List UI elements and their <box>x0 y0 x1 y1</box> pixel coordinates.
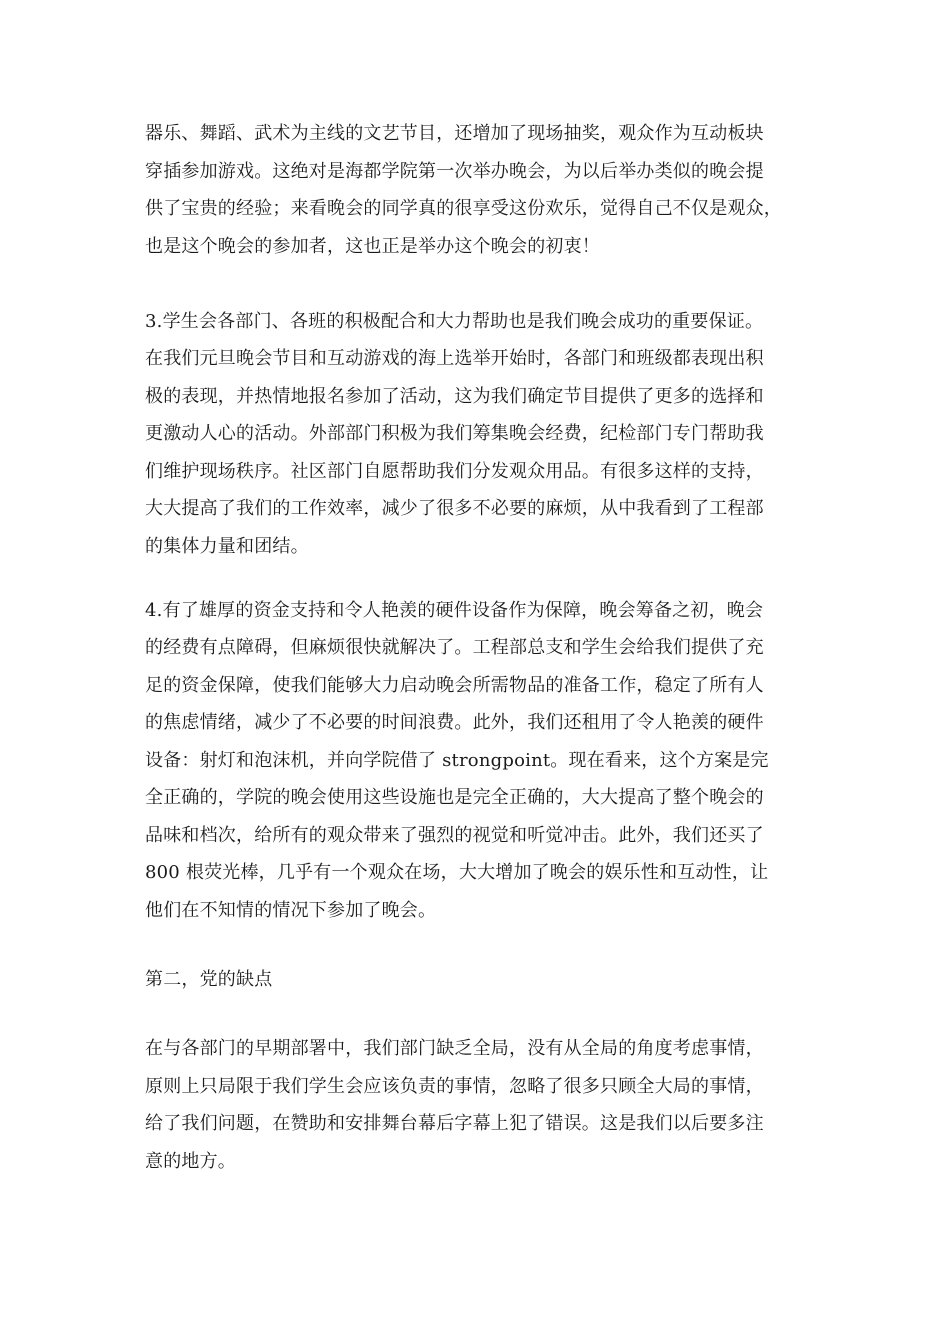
paragraph-3-line-1: 4.有了雄厚的资金支持和令人艳羡的硬件设备作为保障，晚会筹备之初，晚会 <box>145 600 764 621</box>
section-heading: 第二，党的缺点 <box>145 969 273 990</box>
paragraph-3-line-7: 品味和档次，给所有的观众带来了强烈的视觉和听觉冲击。此外，我们还买了 <box>145 825 764 846</box>
paragraph-3-line-4: 的焦虑情绪，减少了不必要的时间浪费。此外，我们还租用了令人艳羡的硬件 <box>145 712 764 733</box>
paragraph-3-line-5: 设备：射灯和泡沫机，并向学院借了 strongpoint。现在看来，这个方案是完 <box>145 750 769 771</box>
paragraph-2-line-1: 3.学生会各部门、各班的积极配合和大力帮助也是我们晚会成功的重要保证。 <box>145 311 764 332</box>
paragraph-1-line-3: 供了宝贵的经验；来看晚会的同学真的很享受这份欢乐，觉得自己不仅是观众， <box>145 198 782 219</box>
paragraph-3-line-2: 的经费有点障碍，但麻烦很快就解决了。工程部总支和学生会给我们提供了充 <box>145 637 764 658</box>
paragraph-5-line-1: 在与各部门的早期部署中，我们部门缺乏全局，没有从全局的角度考虑事情， <box>145 1038 764 1059</box>
paragraph-2-line-3: 极的表现，并热情地报名参加了活动，这为我们确定节目提供了更多的选择和 <box>145 386 764 407</box>
paragraph-5-line-3: 给了我们问题，在赞助和安排舞台幕后字幕上犯了错误。这是我们以后要多注 <box>145 1113 764 1134</box>
paragraph-2-line-6: 大大提高了我们的工作效率，减少了很多不必要的麻烦，从中我看到了工程部 <box>145 498 764 519</box>
paragraph-1-line-2: 穿插参加游戏。这绝对是海都学院第一次举办晚会，为以后举办类似的晚会提 <box>145 161 764 182</box>
paragraph-2-line-4: 更激动人心的活动。外部部门积极为我们筹集晚会经费，纪检部门专门帮助我 <box>145 423 764 444</box>
paragraph-3-line-9: 他们在不知情的情况下参加了晚会。 <box>145 900 437 921</box>
paragraph-5-line-2: 原则上只局限于我们学生会应该负责的事情，忽略了很多只顾全大局的事情， <box>145 1076 764 1097</box>
paragraph-3-line-8: 800 根荧光棒，几乎有一个观众在场，大大增加了晚会的娱乐性和互动性，让 <box>145 862 769 883</box>
paragraph-3-line-6: 全正确的，学院的晚会使用这些设施也是完全正确的，大大提高了整个晚会的 <box>145 787 764 808</box>
paragraph-1-line-4: 也是这个晚会的参加者，这也正是举办这个晚会的初衷！ <box>145 236 600 257</box>
paragraph-2-line-7: 的集体力量和团结。 <box>145 536 309 557</box>
paragraph-1-line-1: 器乐、舞蹈、武术为主线的文艺节目，还增加了现场抽奖，观众作为互动板块 <box>145 123 764 144</box>
paragraph-2-line-2: 在我们元旦晚会节目和互动游戏的海上选举开始时，各部门和班级都表现出积 <box>145 348 764 369</box>
paragraph-2-line-5: 们维护现场秩序。社区部门自愿帮助我们分发观众用品。有很多这样的支持， <box>145 461 764 482</box>
paragraph-3-line-3: 足的资金保障，使我们能够大力启动晚会所需物品的准备工作，稳定了所有人 <box>145 675 764 696</box>
paragraph-5-line-4: 意的地方。 <box>145 1151 236 1172</box>
